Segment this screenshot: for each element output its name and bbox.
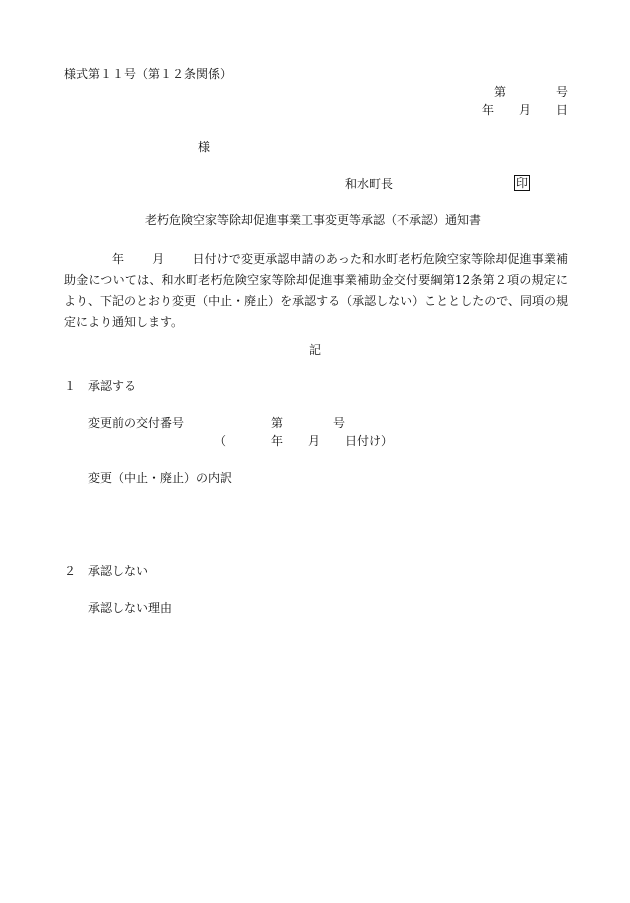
section-1-heading: 承認する [88, 379, 137, 393]
grant-date-year: 年 [271, 434, 284, 448]
issuer-name: 和水町長 [345, 177, 394, 191]
seal-mark [514, 175, 530, 191]
doc-number-suffix: 号 [556, 85, 569, 99]
addressee-honorific: 様 [198, 140, 211, 154]
grant-date-paren: （ [214, 434, 227, 448]
grant-date-month: 月 [308, 434, 321, 448]
body-paragraph [64, 249, 568, 333]
grant-date-dated: 日付け） [345, 434, 394, 448]
body-month: 月 [152, 252, 165, 266]
seal-text: 印 [516, 176, 529, 190]
breakdown-label: 変更（中止・廃止）の内訳 [88, 471, 233, 485]
grant-number-suffix: 号 [333, 416, 346, 430]
grant-number-label: 変更前の交付番号 [88, 416, 185, 430]
ki-heading: 記 [309, 343, 322, 357]
section-2-heading: 承認しない [88, 564, 149, 578]
body-text: 日付けで変更承認申請のあった和水町老朽危険空家等除却促進事業補助金については、和水町老朽危険空家等除却促進事業補助金交付要綱第12条第２項の規定により、下記のとおり変更（中止・廃止）を承認する（承認しない）こととしたので、同項の規定により通知します。 [64, 252, 568, 329]
document-title: 老朽危険空家等除却促進事業工事変更等承認（不承認）通知書 [145, 213, 482, 227]
grant-number-prefix: 第 [271, 416, 284, 430]
date-year: 年 [482, 103, 495, 117]
body-year: 年 [112, 252, 125, 266]
section-2-number: ２ [64, 564, 77, 578]
form-label: 様式第１１号（第１２条関係） [64, 67, 233, 81]
date-day: 日 [556, 103, 569, 117]
section-1-number: １ [64, 379, 77, 393]
date-month: 月 [519, 103, 532, 117]
doc-number-prefix: 第 [494, 85, 507, 99]
reason-label: 承認しない理由 [88, 601, 173, 615]
